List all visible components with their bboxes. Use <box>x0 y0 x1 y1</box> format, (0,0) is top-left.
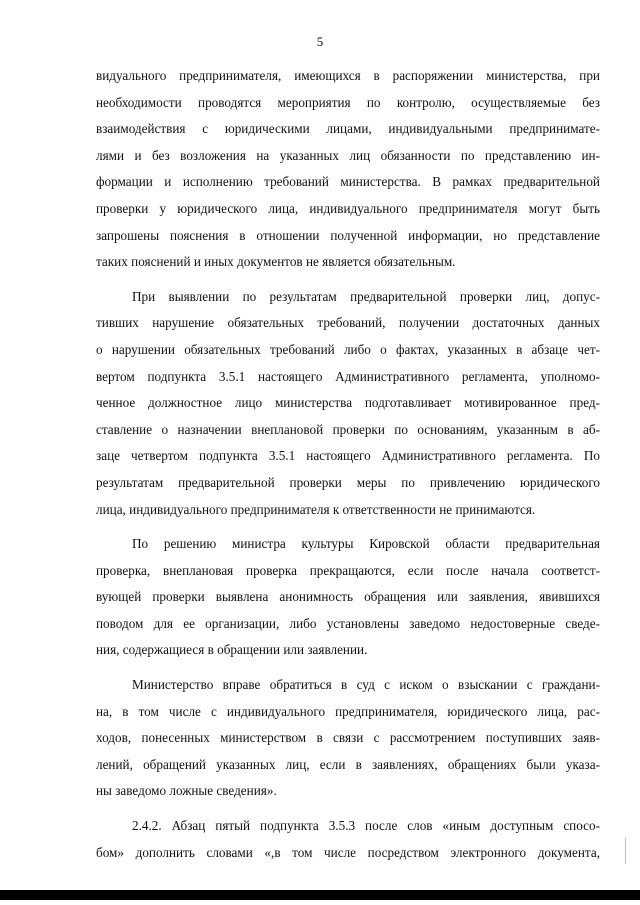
paragraph-line: заце четвертом подпункта 3.5.1 настоящего Административного регламента. По <box>96 448 600 464</box>
page-number: 5 <box>316 34 324 49</box>
paragraph-line: необходимости проводятся мероприятия по контролю, осуществляемые без <box>96 94 600 110</box>
paragraph-2 <box>96 284 600 523</box>
paragraph-4 <box>96 672 600 805</box>
paragraph-line: 2.4.2. Абзац пятый подпункта 3.5.3 после слов «иным доступным спосо- <box>132 818 600 834</box>
paragraph-line: формации и исполнению требований министерства. В рамках предварительной <box>96 174 600 190</box>
paragraph-line: видуального предпринимателя, имеющихся в распоряжении министерства, при <box>96 68 600 83</box>
paragraph-line: проверка, внеплановая проверка прекращаются, если после начала соответст- <box>96 562 600 578</box>
document-body <box>96 63 600 866</box>
paragraph-line: ставление о назначении внеплановой проверки по основаниям, указанным в аб- <box>96 421 600 437</box>
paragraph-line: проверки у юридического лица, индивидуального предпринимателя могут быть <box>96 200 600 216</box>
scan-bottom-border <box>0 890 640 900</box>
paragraph-line: таких пояснений и иных документов не является обязательным. <box>96 254 456 270</box>
paragraph-line: ченное должностное лицо министерства подготавливает мотивированное пред- <box>96 395 600 411</box>
paragraph-line: на, в том числе с индивидуального предпринимателя, юридического лица, рас- <box>96 703 600 719</box>
paragraph-line: запрошены пояснения в отношении полученной информации, но представление <box>96 227 600 243</box>
paragraph-3 <box>96 531 600 664</box>
paragraph-line: ны заведомо ложные сведения». <box>96 783 277 799</box>
paragraph-line: вующей проверки выявлена анонимность обращения или заявления, явившихся <box>96 589 600 605</box>
paragraph-5 <box>96 813 600 866</box>
paragraph-line: лица, индивидуального предпринимателя к ответственности не принимаются. <box>96 501 536 517</box>
paragraph-line: бом» дополнить словами «,в том числе посредством электронного документа, <box>96 844 600 860</box>
paragraph-line: ния, содержащиеся в обращении или заявлении. <box>96 642 368 658</box>
paragraph-line: тивших нарушение обязательных требований, получении достаточных данных <box>96 315 600 331</box>
paragraph-line: лями и без возложения на указанных лиц обязанности по представлению ин- <box>96 147 600 163</box>
scan-artifact-mark <box>625 838 626 864</box>
paragraph-line: Министерство вправе обратиться в суд с иском о взыскании с граждани- <box>132 677 600 693</box>
paragraph-line: ходов, понесенных министерством в связи с рассмотрением поступивших заяв- <box>96 730 600 746</box>
paragraph-line: взаимодействия с юридическими лицами, индивидуальными предпринимате- <box>96 121 600 137</box>
paragraph-line: вертом подпункта 3.5.1 настоящего Административного регламента, уполномо- <box>96 368 600 384</box>
paragraph-line: результатам предварительной проверки меры по привлечению юридического <box>96 474 600 490</box>
paragraph-line: При выявлении по результатам предварительной проверки лиц, допус- <box>132 288 600 304</box>
paragraph-line: поводом для ее организации, либо установлены заведомо недостоверные сведе- <box>96 615 600 631</box>
paragraph-line: лений, обращений указанных лиц, если в заявлениях, обращениях были указа- <box>96 756 600 772</box>
paragraph-line: о нарушении обязательных требований либо о фактах, указанных в абзаце чет- <box>96 341 600 357</box>
paragraph-1 <box>96 63 600 276</box>
paragraph-line: По решению министра культуры Кировской области предварительная <box>132 536 600 552</box>
